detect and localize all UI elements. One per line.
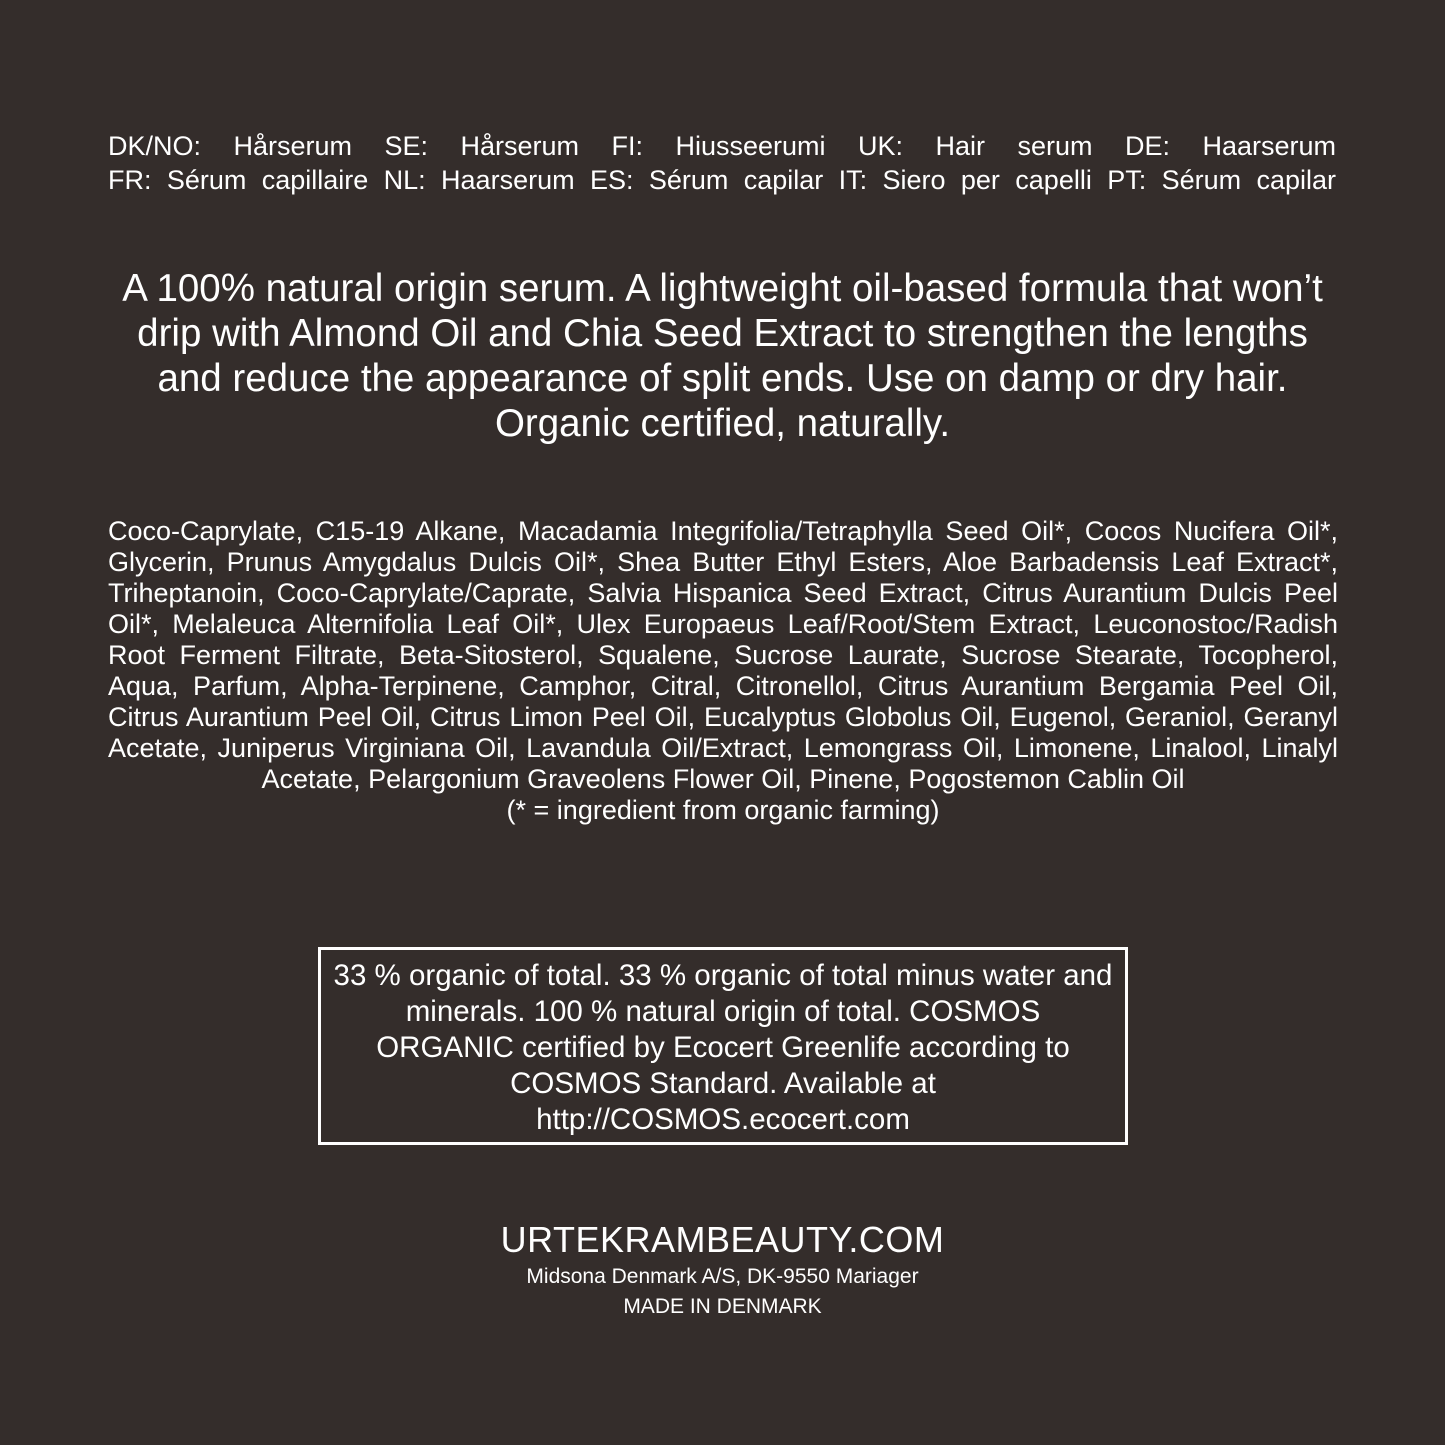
translations-line-1: DK/NO: Hårserum SE: Hårserum FI: Hiusseerumi UK: Hair serum DE: Haarserum — [108, 131, 1336, 161]
ingredients-note: (* = ingredient from organic farming) — [506, 795, 940, 825]
made-in-label: MADE IN DENMARK — [623, 1295, 822, 1318]
product-description: A 100% natural origin serum. A lightweight oil-based formula that won’t drip with Almond Oil and Chia Seed Extract to strengthen the lengths and reduce the appearance of split ends. Use on damp or dry hair. Organic certified, naturally. — [122, 267, 1323, 445]
footer — [0, 1218, 1445, 1322]
translations-line-2: FR: Sérum capillaire NL: Haarserum ES: Sérum capilar IT: Siero per capelli PT: Sérum capilar — [108, 165, 1336, 195]
ingredients-list: Coco-Caprylate, C15-19 Alkane, Macadamia Integrifolia/Tetraphylla Seed Oil*, Cocos Nucifera Oil*, Glycerin, Prunus Amygdalus Dulcis Oil*, Shea Butter Ethyl Esters, Aloe Barbadensis Leaf Extract*, Triheptanoin, Coco-Caprylate/Caprate, Salvia Hispanica Seed Extract, Citrus Aurantium Dulcis Peel Oil*, Melaleuca Alternifolia Leaf Oil*, Ulex Europaeus Leaf/Root/Stem Extract, Leuconostoc/Radish Root Ferment Filtrate, Beta-Sitosterol, Squalene, Sucrose Laurate, Sucrose Stearate, Tocopherol, Aqua, Parfum, Alpha-Terpinene, Camphor, Citral, Citronellol, Citrus Aurantium Bergamia Peel Oil, Citrus Aurantium Peel Oil, Citrus Limon Peel Oil, Eucalyptus Globolus Oil, Eugenol, Geraniol, Geranyl Acetate, Juniperus Virginiana Oil, Lavandula Oil/Extract, Lemongrass Oil, Limonene, Linalool, Linalyl Acetate, Pelargonium Graveolens Flower Oil, Pinene, Pogostemon Cablin Oil — [108, 516, 1338, 794]
translations-block — [108, 129, 1336, 197]
ingredients-block — [108, 516, 1338, 826]
certification-box: 33 % organic of total. 33 % organic of total minus water and minerals. 100 % natural origin of total. COSMOS ORGANIC certified by Ecocert Greenlife according to COSMOS Standard. Available at http://COSMOS.ecocert.com — [318, 947, 1128, 1145]
website-link: URTEKRAMBEAUTY.COM — [500, 1219, 945, 1260]
company-address: Midsona Denmark A/S, DK-9550 Mariager — [526, 1265, 919, 1288]
